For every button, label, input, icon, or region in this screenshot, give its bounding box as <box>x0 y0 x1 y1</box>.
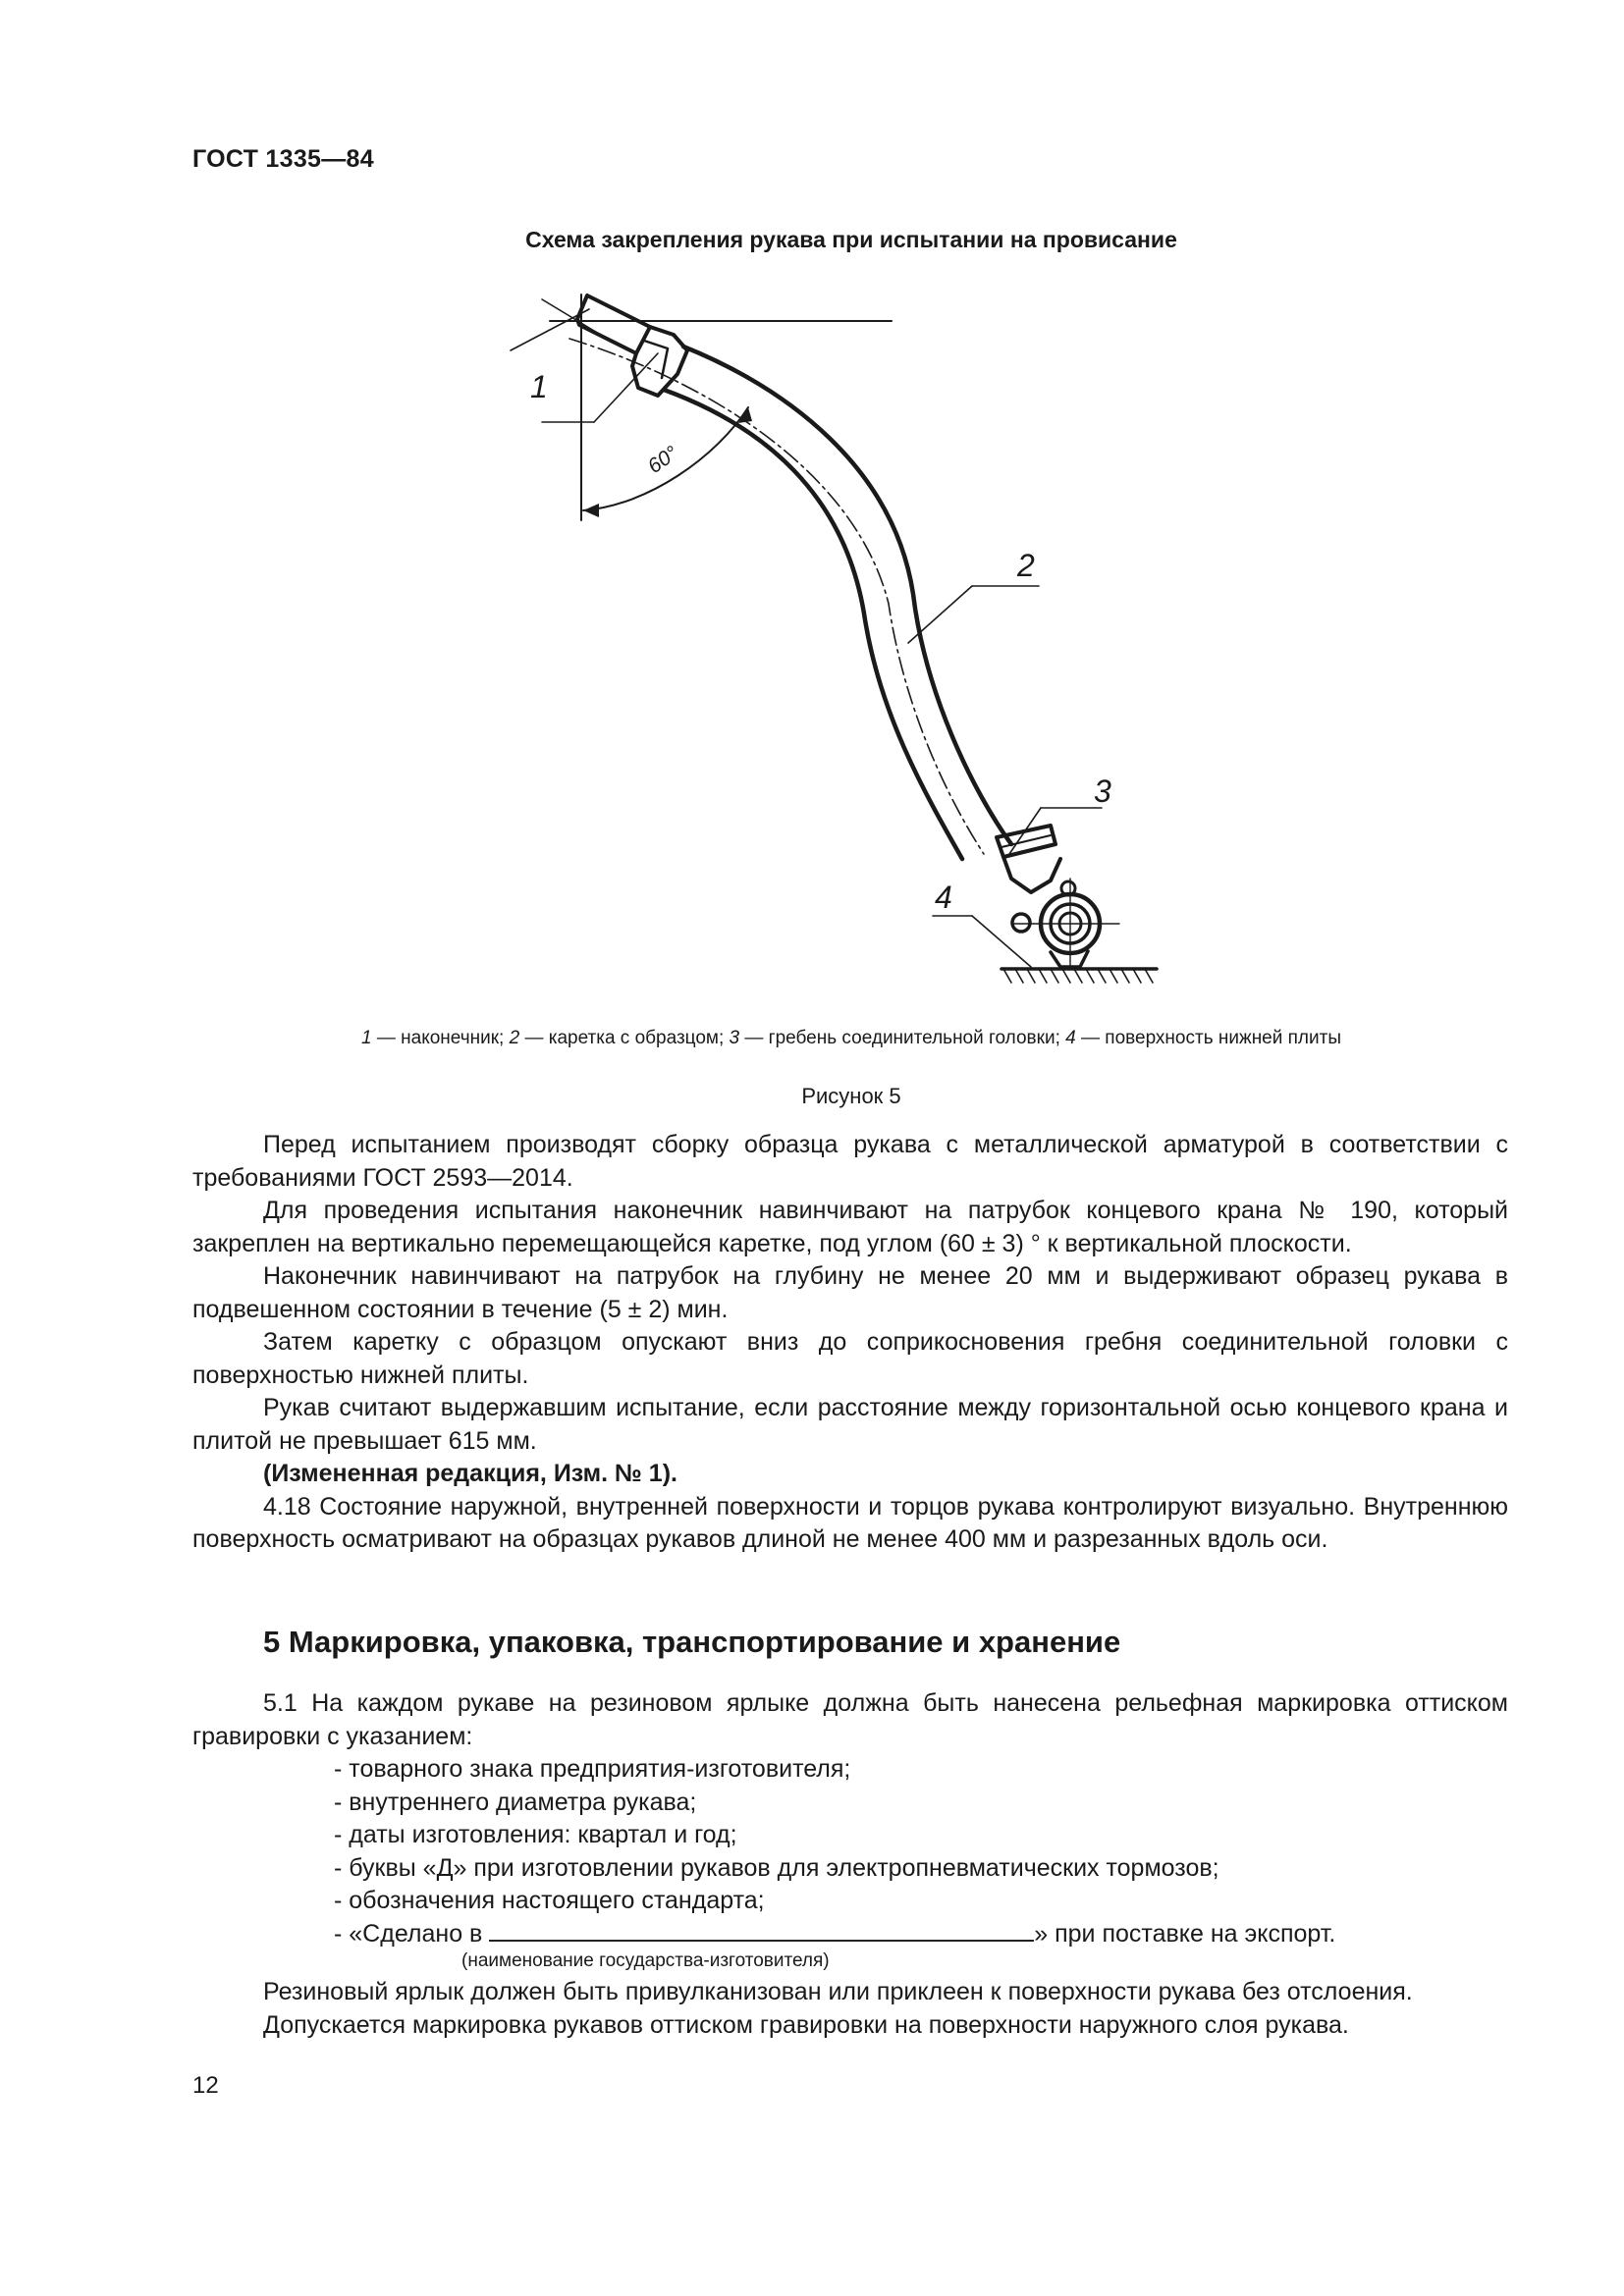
angle-label: 60° <box>643 442 682 479</box>
made-in-prefix: - «Сделано в <box>334 1919 490 1948</box>
angle-arrow-right <box>738 407 752 423</box>
paragraph-5-1: 5.1 На каждом рукаве на резиновом ярлыке должна быть нанесена рельефная маркировка оттиском гравировки с указанием: <box>192 1689 1508 1750</box>
leader-line-1b <box>594 353 658 422</box>
legend-num-1: 1 <box>361 1028 372 1048</box>
test-procedure-text <box>192 1129 1508 1557</box>
hose-axis-line <box>569 339 984 854</box>
legend-text-3: — гребень соединительной головки; <box>739 1028 1066 1048</box>
list-item: - обозначения настоящего стандарта; <box>334 1887 765 1914</box>
list-item: - буквы «Д» при изготовлении рукавов для электропневматических тормозов; <box>334 1853 1219 1882</box>
bottom-plate-hatching <box>1003 969 1153 983</box>
page-number: 12 <box>192 2072 219 2099</box>
legend-text-4: — поверхность нижней плиты <box>1075 1028 1341 1048</box>
blank-line-caption: (наименование государства-изготовителя) <box>461 1950 830 1971</box>
paragraph: Затем каретку с образцом опускают вниз до соприкосновения гребня соединительной головки с поверхностью нижней плиты. <box>192 1328 1508 1389</box>
paragraph-label: Резиновый ярлык должен быть привулканизован или приклеен к поверхности рукава без отслоения. <box>263 1978 1413 2005</box>
legend-num-2: 2 <box>509 1028 520 1048</box>
paragraph: Перед испытанием производят сборку образца рукава с металлической арматурой в соответствии с требованиями ГОСТ 2593—2014. <box>192 1131 1508 1192</box>
paragraph: Для проведения испытания наконечник навинчивают на патрубок концевого крана № 190, который закреплен на вертикально перемещающейся каретке, под углом (60 ± 3) ° к вертикальной плоскости. <box>192 1197 1508 1257</box>
list-item: - внутреннего диаметра рукава; <box>334 1788 697 1816</box>
made-in-suffix: » при поставке на экспорт. <box>1034 1919 1336 1948</box>
hose-sag-test-diagram <box>501 280 1188 996</box>
diagram-svg <box>501 280 1188 996</box>
legend-num-3: 3 <box>729 1028 740 1048</box>
list-item: - товарного знака предприятия-изготовителя; <box>334 1755 851 1783</box>
paragraph: Рукав считают выдержавшим испытание, если расстояние между горизонтальной осью концевого крана и плитой не превышает 615 мм. <box>192 1394 1508 1455</box>
hex-nut <box>632 327 687 396</box>
small-roller <box>1012 914 1030 932</box>
document-code: ГОСТ 1335—84 <box>192 145 374 173</box>
legend-text-1: — наконечник; <box>371 1028 510 1048</box>
list-item: - даты изготовления: квартал и год; <box>334 1821 737 1848</box>
amendment-note: (Измененная редакция, Изм. № 1). <box>263 1460 677 1487</box>
angle-arrow-left <box>583 504 599 517</box>
section-5-text <box>192 1687 1508 2042</box>
paragraph-4-18: 4.18 Состояние наружной, внутренней поверхности и торцов рукава контролируют визуально. Внутреннюю поверхность осматривают на образцах рукавов длиной не менее 400 мм и разрезанных вдоль оси. <box>192 1492 1508 1553</box>
callout-1: 1 <box>530 369 548 404</box>
figure-title: Схема закрепления рукава при испытании на провисание <box>525 227 1177 252</box>
paragraph: Наконечник навинчивают на патрубок на глубину не менее 20 мм и выдерживают образец рукава в подвешенном состоянии в течение (5 ± 2) мин. <box>192 1262 1508 1323</box>
callout-3: 3 <box>1094 774 1111 809</box>
paragraph-engraving: Допускается маркировка рукавов оттиском гравировки на поверхности наружного слоя рукава. <box>263 2010 1349 2039</box>
coupling-head-body <box>1003 857 1060 892</box>
legend-text-2: — каретка с образцом; <box>519 1028 730 1048</box>
section-5-title: 5 Маркировка, упаковка, транспортирование и хранение <box>263 1625 1121 1659</box>
callout-4: 4 <box>935 880 952 915</box>
country-blank-line <box>489 1918 1034 1942</box>
callout-2: 2 <box>1017 548 1035 583</box>
marking-list <box>192 1753 1508 1950</box>
figure-caption: Рисунок 5 <box>801 1084 901 1108</box>
list-item-made-in <box>263 1918 1508 1951</box>
legend-num-4: 4 <box>1065 1028 1076 1048</box>
figure-legend <box>0 1028 1624 1049</box>
